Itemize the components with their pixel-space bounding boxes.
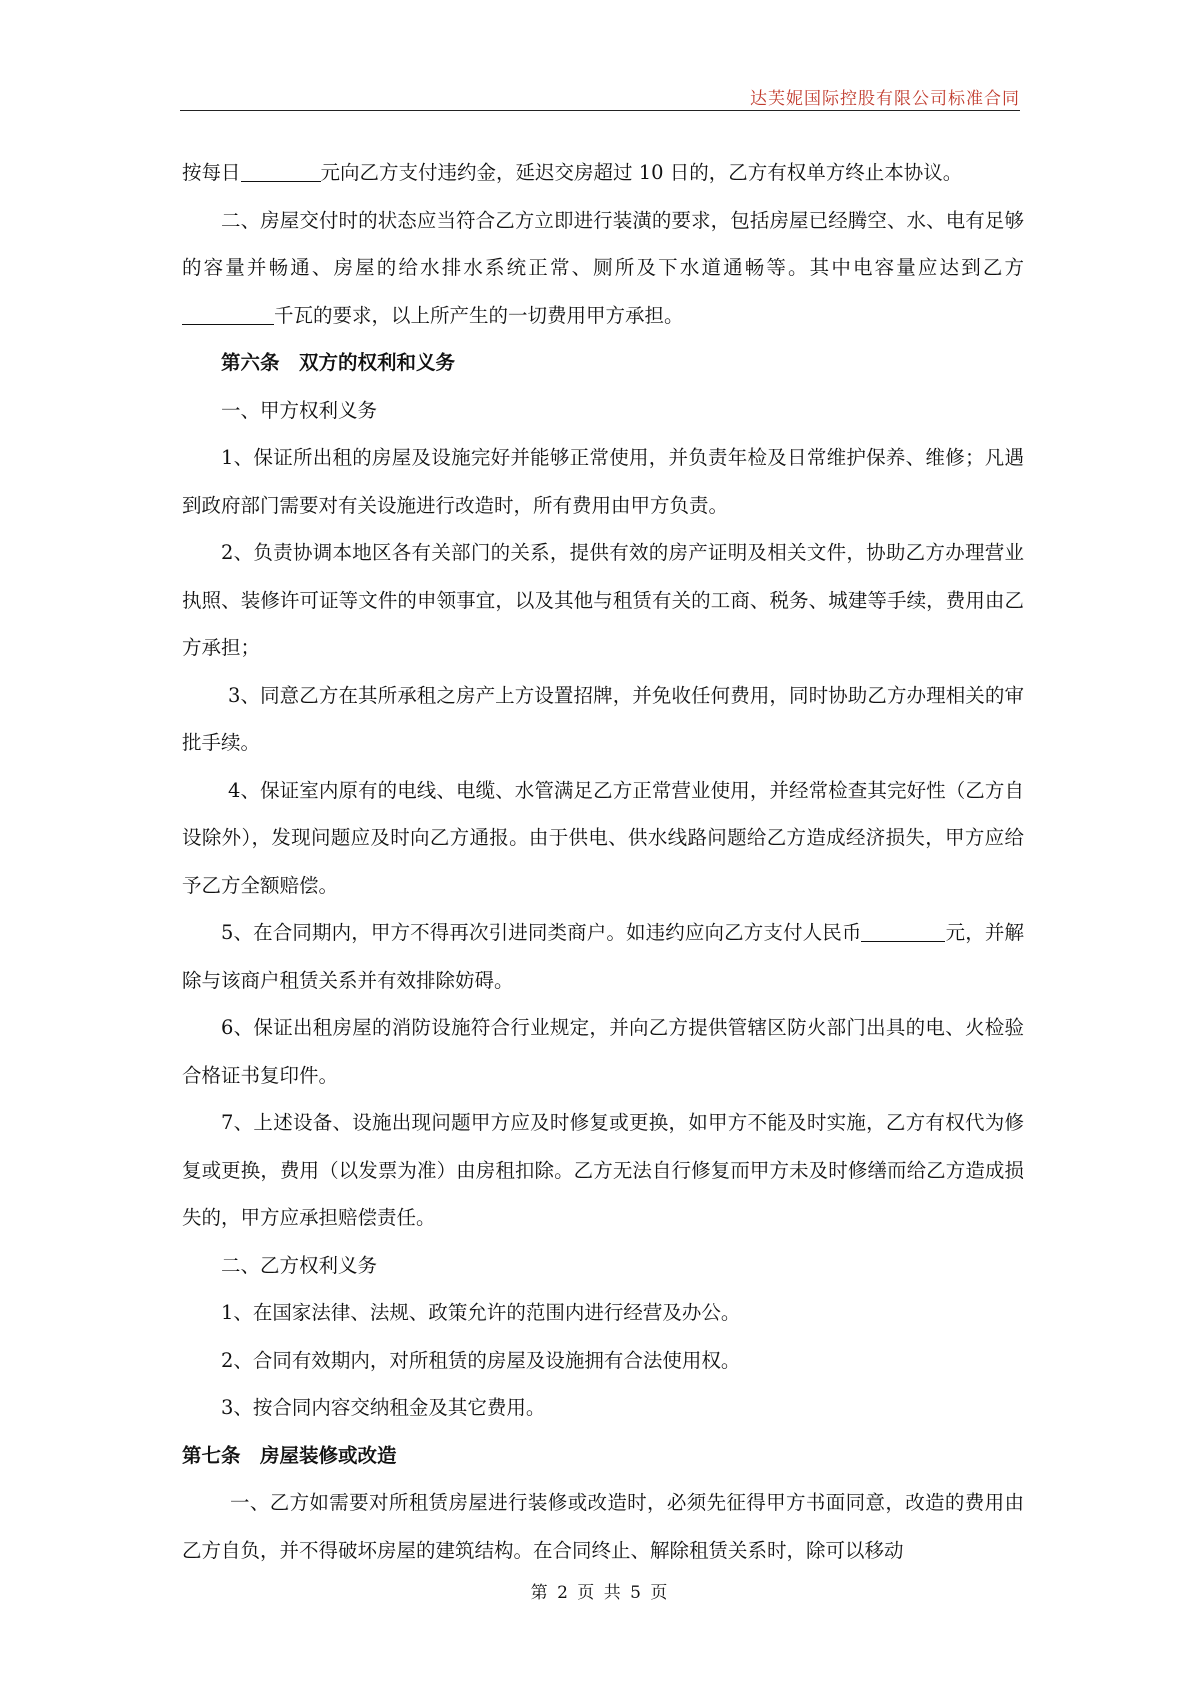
party-b-heading: 二、乙方权利义务 <box>221 1253 378 1277</box>
party-a-item-6: 6、保证出租房屋的消防设施符合行业规定，并向乙方提供管辖区防火部门出具的电、火检验合格证书复印件。 <box>182 1016 1024 1087</box>
article-7-item-1: 一、乙方如需要对所租赁房屋进行装修或改造时，必须先征得甲方书面同意，改造的费用由乙方自负，并不得破坏房屋的建筑结构。在合同终止、解除租赁关系时，除可以移动 <box>182 1491 1024 1562</box>
party-a-item-4: 4、保证室内原有的电线、电缆、水管满足乙方正常营业使用，并经常检查其完好性（乙方自设除外），发现问题应及时向乙方通报。由于供电、供水线路问题给乙方造成经济损失，甲方应给予乙方全额赔偿。 <box>182 778 1024 897</box>
party-a-item-5 <box>182 909 1024 1004</box>
party-a-heading: 一、甲方权利义务 <box>221 398 378 422</box>
fill-in-blank <box>182 304 274 325</box>
page-number: 第 2 页 共 5 页 <box>530 1583 670 1603</box>
text-segment: 元向乙方支付违约金，延迟交房超过 10 日的，乙方有权单方终止本协议。 <box>320 161 963 184</box>
party-b-item-3: 3、按合同内容交纳租金及其它费用。 <box>221 1396 546 1419</box>
text-segment: 按每日 <box>182 161 241 184</box>
party-b-item-2: 2、合同有效期内，对所租赁的房屋及设施拥有合法使用权。 <box>221 1348 741 1372</box>
party-a-item-3: 3、同意乙方在其所承租之房产上方设置招牌，并免收任何费用，同时协助乙方办理相关的审批手续。 <box>182 683 1024 754</box>
party-a-item-1: 1、保证所出租的房屋及设施完好并能够正常使用，并负责年检及日常维护保养、维修；凡遇到政府部门需要对有关设施进行改造时，所有费用由甲方负责。 <box>182 446 1024 517</box>
text-segment: 千瓦的要求，以上所产生的一切费用甲方承担。 <box>274 303 684 327</box>
text-segment: 5、在合同期内，甲方不得再次引进同类商户。如违约应向乙方支付人民币 <box>221 921 862 944</box>
header-divider <box>180 110 1020 111</box>
paragraph-delivery-condition <box>182 197 1024 340</box>
paragraph-penalty <box>182 149 1024 197</box>
document-body <box>182 149 1024 1574</box>
article-7-heading: 第七条 房屋装修或改造 <box>182 1443 397 1467</box>
text-segment: 二、房屋交付时的状态应当符合乙方立即进行装潢的要求，包括房屋已经腾空、水、电有足够的容量并畅通、房屋的给水排水系统正常、厕所及下水道通畅等。其中电容量应达到乙方 <box>182 208 1024 279</box>
fill-in-blank <box>861 922 945 943</box>
article-6-heading: 第六条 双方的权利和义务 <box>221 351 456 374</box>
party-b-item-1: 1、在国家法律、法规、政策允许的范围内进行经营及办公。 <box>221 1301 741 1324</box>
party-a-item-7: 7、上述设备、设施出现问题甲方应及时修复或更换，如甲方不能及时实施，乙方有权代为修复或更换，费用（以发票为准）由房租扣除。乙方无法自行修复而甲方未及时修缮而给乙方造成损失的，甲方应承担赔偿责任。 <box>182 1111 1024 1229</box>
party-a-item-2: 2、负责协调本地区各有关部门的关系，提供有效的房产证明及相关文件，协助乙方办理营业执照、装修许可证等文件的申领事宜，以及其他与租赁有关的工商、税务、城建等手续，费用由乙方承担； <box>182 541 1024 659</box>
document-header-title: 达芙妮国际控股有限公司标准合同 <box>750 89 1020 109</box>
text-segment: 元，并解除与该商户租赁关系并有效排除妨碍。 <box>182 921 1024 992</box>
fill-in-blank <box>241 162 321 183</box>
